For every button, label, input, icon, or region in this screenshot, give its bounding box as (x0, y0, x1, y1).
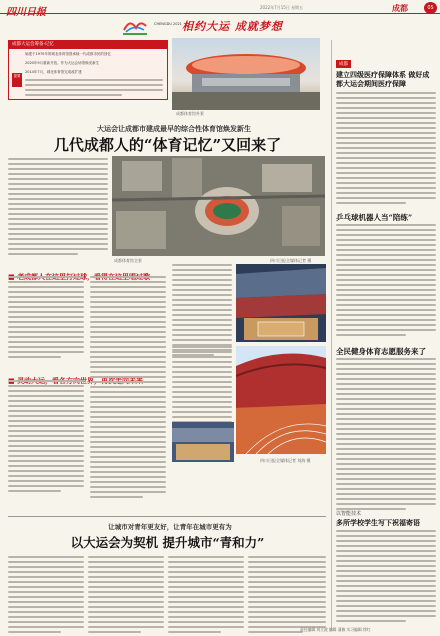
lower-col-1 (8, 556, 84, 636)
sidebar-heading: 成都大运会筹备·记忆 (9, 41, 167, 49)
body-col-2b (90, 346, 166, 501)
main-lead-text (8, 158, 108, 258)
slogan-banner (120, 15, 330, 37)
editor-footer: 责任编辑 刘立波 编辑 蒲筱 实习编辑 徐红 (300, 627, 371, 632)
right-box-label: 成都 (336, 60, 351, 68)
masthead-meta: 2022年7月15日 星期五 (260, 5, 304, 10)
lower-col-4 (248, 556, 326, 636)
right-story-1-text (336, 92, 436, 207)
sidebar-timeline (8, 40, 168, 100)
lower-kicker: 让城市对青年更友好，让青年在城市更有为 (108, 523, 232, 531)
body-col-2a (8, 380, 84, 495)
stadium-ring-caption: 成都体育馆外景 (176, 111, 204, 116)
right-story-2-text (336, 224, 436, 339)
newspaper-logo (6, 3, 46, 18)
slogan-logo-text: CHENGDU 2021 (154, 22, 182, 26)
track-photo-caption: 四川日报全媒体记者 刘海 摄 (260, 458, 311, 463)
aerial-photo-label: 成都体育馆全景 (114, 258, 142, 263)
universiade-logo-icon (120, 16, 150, 36)
body-col-1a (8, 276, 84, 361)
section-divider (8, 516, 326, 517)
right-story-2-title: 乒乓球机器人当“陪练” (336, 213, 413, 222)
indoor-court-photo (172, 422, 234, 462)
right-story-3-text (336, 358, 436, 513)
sidebar-item-2: 2020年9月重新开放，作为大运会场馆焕发新生 (25, 61, 100, 65)
section-name: 成都 (392, 4, 408, 13)
masthead-rule (0, 13, 440, 14)
sidebar-item-3: 2014年7月，城北体育馆完成改扩建 (25, 70, 82, 74)
lower-col-2 (88, 556, 164, 636)
body-col-1c (172, 264, 232, 359)
right-story-3-title: 全民健身体育志愿服务来了 (336, 347, 426, 356)
sidebar-text (25, 79, 163, 99)
slogan-title: 相约大运 成就梦想 (182, 20, 283, 33)
sidebar-label-box: 提要 (12, 73, 22, 87)
lower-headline: 以大运会为契机 提升城市“青和力” (70, 535, 265, 550)
arena-interior-photo (236, 264, 326, 342)
right-column-rule (331, 40, 332, 630)
aerial-city-photo (112, 156, 325, 256)
right-story-4-title: 多所学校学生写下祝福寄语 (336, 518, 420, 527)
right-story-1-title: 建立四级医疗保障体系 做好成都大运会期间医疗保障 (336, 70, 430, 88)
masthead (0, 0, 440, 40)
page-number: 05 (427, 5, 434, 11)
right-story-4-kicker: 以智能技术 (336, 511, 362, 517)
aerial-photo-caption: 四川日报全媒体记者 摄 (270, 258, 312, 263)
main-kicker: 大运会让成都市建成最早的综合性体育馆焕发新生 (97, 124, 251, 133)
sidebar-item-1: 始建于1970年的城北体育馆曾承载一代成都市民的回忆 (25, 52, 111, 56)
stadium-ring-photo (172, 38, 320, 110)
main-headline: 几代成都人的“体育记忆”又回来了 (53, 136, 282, 154)
lower-col-3 (168, 556, 244, 636)
track-stadium-photo (236, 346, 326, 454)
right-story-4-text (336, 530, 436, 625)
